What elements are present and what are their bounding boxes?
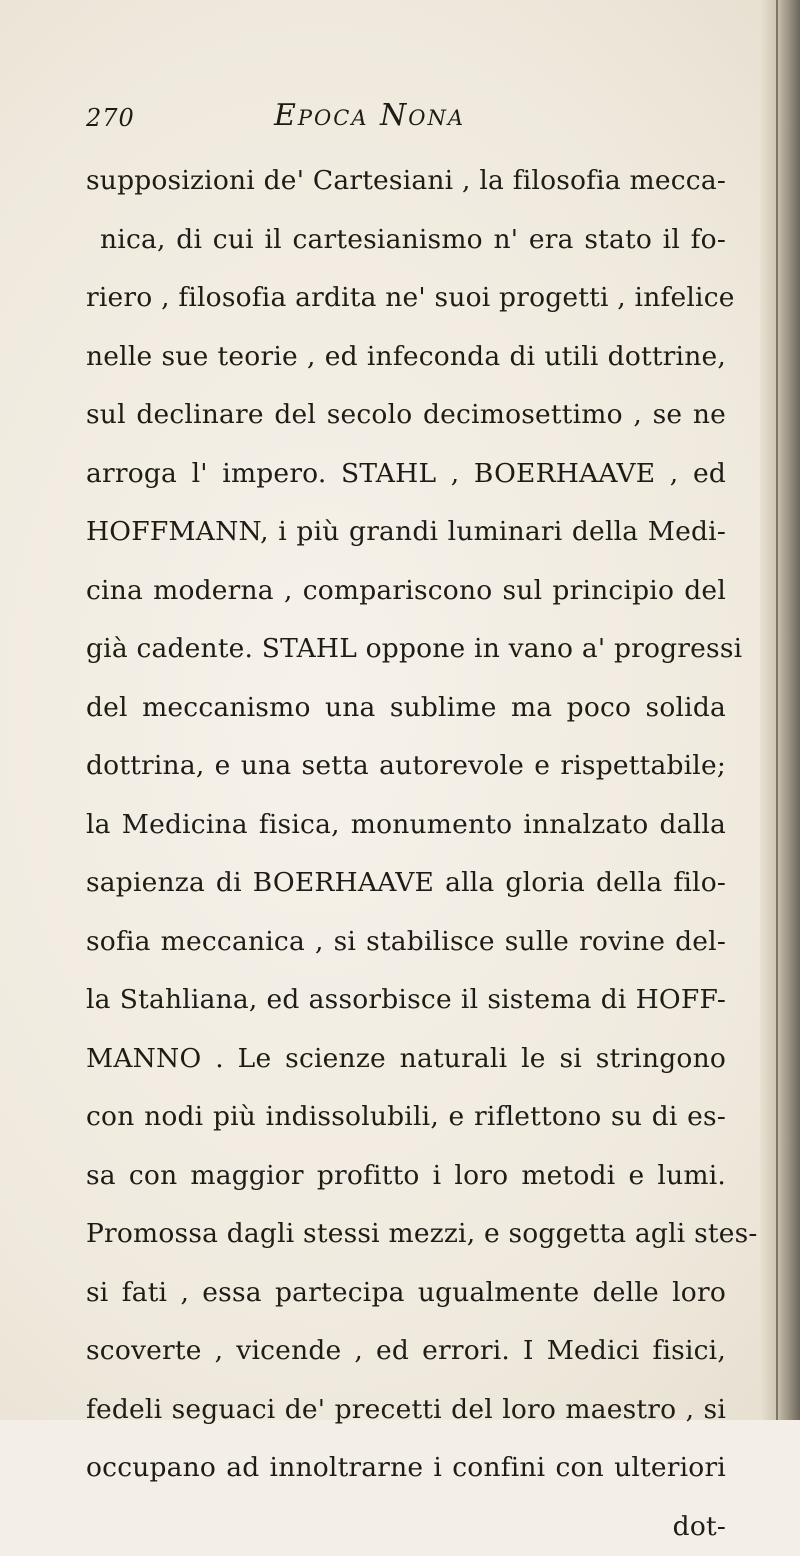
text-line: arroga l' impero. STAHL , BOERHAAVE , ed bbox=[86, 445, 726, 504]
running-title: Epoca Nona bbox=[274, 98, 465, 133]
body-text bbox=[86, 152, 726, 1556]
text-line: sapienza di BOERHAAVE alla gloria della filo- bbox=[86, 854, 726, 913]
text-line: la Medicina fisica, monumento innalzato dalla bbox=[86, 796, 726, 855]
text-line: sa con maggior profitto i loro metodi e lumi. bbox=[86, 1147, 726, 1206]
text-line: nica, di cui il cartesianismo n' era stato il fo- bbox=[86, 211, 726, 270]
page-number: 270 bbox=[86, 104, 135, 132]
text-line: la Stahliana, ed assorbisce il sistema di HOFF- bbox=[86, 971, 726, 1030]
text-line: sofia meccanica , si stabilisce sulle rovine del- bbox=[86, 913, 726, 972]
text-line: supposizioni de' Cartesiani , la filosofia mecca- bbox=[86, 152, 726, 211]
catchword: dot- bbox=[86, 1498, 726, 1556]
text-line: cina moderna , compariscono sul principio del bbox=[86, 562, 726, 621]
text-line: nelle sue teorie , ed infeconda di utili dottrine, bbox=[86, 328, 726, 387]
text-line: già cadente. STAHL oppone in vano a' progressi bbox=[86, 620, 726, 679]
text-line: MANNO . Le scienze naturali le si stringono bbox=[86, 1030, 726, 1089]
text-line: si fati , essa partecipa ugualmente delle loro bbox=[86, 1264, 726, 1323]
text-line: dottrina, e una setta autorevole e rispettabile; bbox=[86, 737, 726, 796]
text-line: riero , filosofia ardita ne' suoi progetti , infelice bbox=[86, 269, 726, 328]
text-line: HOFFMANN, i più grandi luminari della Medi- bbox=[86, 503, 726, 562]
text-line: sul declinare del secolo decimosettimo , se ne bbox=[86, 386, 726, 445]
text-line: occupano ad innoltrarne i confini con ulteriori bbox=[86, 1439, 726, 1498]
book-spine-edge bbox=[760, 0, 800, 1420]
text-line: con nodi più indissolubili, e riflettono su di es- bbox=[86, 1088, 726, 1147]
text-line: del meccanismo una sublime ma poco solida bbox=[86, 679, 726, 738]
text-line: fedeli seguaci de' precetti del loro maestro , si bbox=[86, 1381, 726, 1440]
spine-shadow-line bbox=[776, 0, 778, 1420]
text-line: scoverte , vicende , ed errori. I Medici fisici, bbox=[86, 1322, 726, 1381]
page-header bbox=[86, 98, 726, 138]
text-line: Promossa dagli stessi mezzi, e soggetta agli stes- bbox=[86, 1205, 726, 1264]
